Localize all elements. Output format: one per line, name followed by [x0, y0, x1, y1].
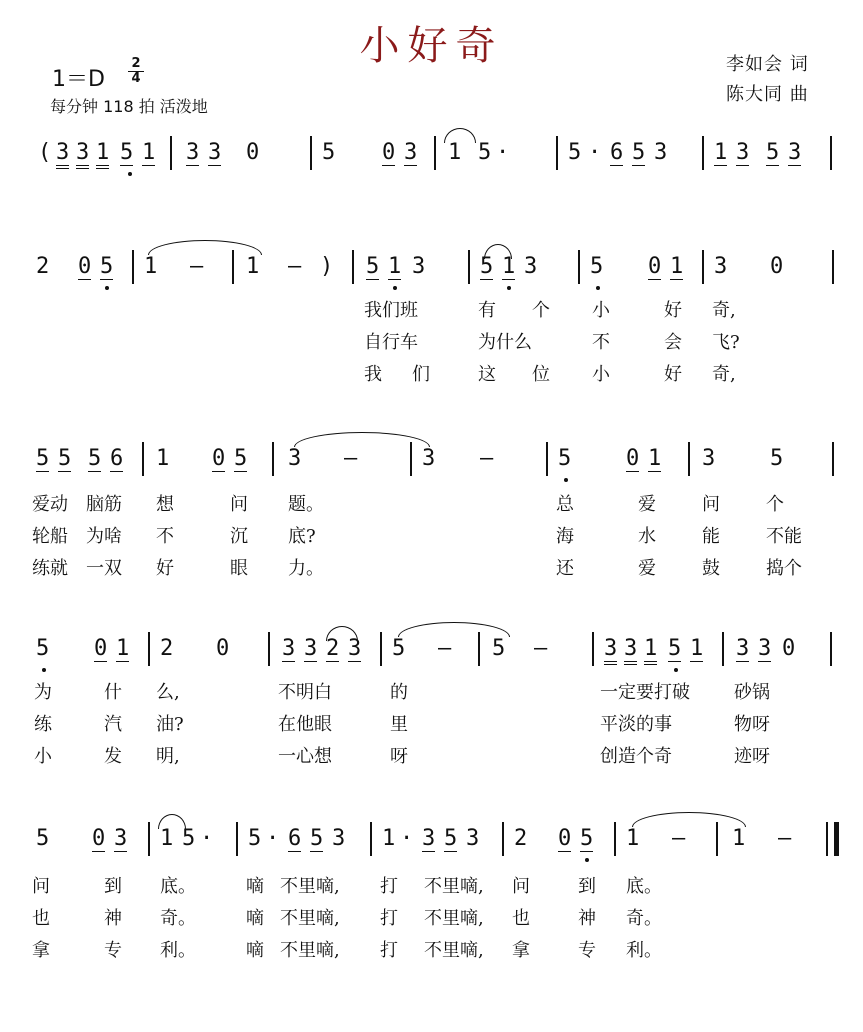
note: 3: [758, 636, 772, 661]
note: 1: [96, 140, 109, 169]
note: 1: [160, 826, 174, 851]
lyric: 好: [664, 300, 682, 321]
lyric: 力。: [288, 558, 324, 579]
lyric: 拿: [512, 940, 530, 961]
lyric: 嘀: [246, 876, 264, 897]
lyric: 眼: [230, 558, 248, 579]
tie: [398, 622, 510, 637]
barline: [502, 822, 504, 856]
barline: [434, 136, 436, 170]
note: ·: [588, 140, 602, 165]
lyric: 不: [592, 332, 610, 353]
lyric: 奇。: [160, 908, 196, 929]
barline: [236, 822, 238, 856]
note: 3: [422, 446, 436, 471]
note: –: [190, 254, 204, 279]
barline: [310, 136, 312, 170]
note: 6: [610, 140, 624, 165]
lyric: 练: [34, 714, 52, 735]
note: 1: [156, 446, 170, 471]
lyric: 小: [592, 300, 610, 321]
lyric: 底。: [160, 876, 196, 897]
tie: [632, 812, 746, 827]
note: 3: [422, 826, 436, 851]
note: 0: [92, 826, 106, 851]
note: 3: [788, 140, 802, 165]
note: –: [534, 636, 548, 661]
note: ·: [496, 140, 510, 165]
lyric: 油?: [156, 714, 184, 735]
lyric: 我: [364, 364, 382, 385]
lyric: 利。: [626, 940, 662, 961]
note: 1: [732, 826, 746, 851]
lyric: 脑筋: [86, 494, 122, 515]
barline: [614, 822, 616, 856]
time-signature: [128, 58, 144, 85]
lyric: 位: [532, 364, 550, 385]
lyric: 的: [390, 682, 408, 703]
lyric: 专: [578, 940, 596, 961]
note: 3: [714, 254, 728, 279]
barline: [370, 822, 372, 856]
lyric: 也: [512, 908, 530, 929]
lyric: 不里嘀,: [280, 940, 340, 961]
note: 1: [502, 254, 516, 279]
lyric: 水: [638, 526, 656, 547]
lyric: 迹呀: [734, 746, 770, 767]
low-octave-dot: [564, 478, 568, 482]
lyric: 想: [156, 494, 174, 515]
lyric: 不里嘀,: [280, 908, 340, 929]
barline: [232, 250, 234, 284]
lyric: 飞?: [712, 332, 740, 353]
final-barline: [834, 822, 839, 856]
lyric: 这: [478, 364, 496, 385]
note: 0: [782, 636, 796, 661]
barline: [722, 632, 724, 666]
note: 5: [88, 446, 102, 471]
note: 3: [702, 446, 716, 471]
lyric: 能: [702, 526, 720, 547]
note: 3: [282, 636, 296, 661]
note: 5: [36, 636, 50, 661]
note: 0: [78, 254, 92, 279]
lyric: 我们班: [364, 300, 418, 321]
note: 5: [248, 826, 262, 851]
note: 3: [404, 140, 418, 165]
barline: [142, 442, 144, 476]
lyric: 沉: [230, 526, 248, 547]
barline: [832, 442, 834, 476]
low-octave-dot: [596, 286, 600, 290]
lyric: 奇,: [712, 300, 736, 321]
lyric: 问: [702, 494, 720, 515]
lyric: 自行车: [364, 332, 418, 353]
note: 5: [766, 140, 780, 165]
lyric: 们: [412, 364, 430, 385]
lyric: 不: [156, 526, 174, 547]
note: 5: [366, 254, 380, 279]
lyric: 奇,: [712, 364, 736, 385]
note: –: [778, 826, 792, 851]
note: 1: [714, 140, 728, 165]
lyric: 发: [104, 746, 122, 767]
note: 3: [304, 636, 318, 661]
low-octave-dot: [128, 172, 132, 176]
lyric: 问: [512, 876, 530, 897]
note: 5: [590, 254, 604, 279]
lyric: 为啥: [86, 526, 122, 547]
note: 3: [412, 254, 426, 279]
note: 1: [388, 254, 402, 279]
low-octave-dot: [105, 286, 109, 290]
note: 5: [322, 140, 336, 165]
note: 3: [288, 446, 302, 471]
note: 0: [212, 446, 226, 471]
lyric: 个: [766, 494, 784, 515]
barline: [410, 442, 412, 476]
barline: [556, 136, 558, 170]
note: 5: [478, 140, 492, 165]
note: 5: [36, 446, 50, 471]
lyric: 不里嘀,: [424, 940, 484, 961]
note: 1: [144, 254, 158, 279]
note: 5: [58, 446, 72, 471]
note: 1: [246, 254, 260, 279]
lyric: 鼓: [702, 558, 720, 579]
score-line-5: [0, 826, 863, 862]
lyric: 一双: [86, 558, 122, 579]
barline: [478, 632, 480, 666]
note: 0: [382, 140, 396, 165]
note: 5: [234, 446, 248, 471]
lyric: 好: [664, 364, 682, 385]
lyric: 捣个: [766, 558, 802, 579]
note: 1: [382, 826, 396, 851]
lyric: 么,: [156, 682, 180, 703]
note: ·: [200, 826, 214, 851]
lyric: 好: [156, 558, 174, 579]
note: 5: [36, 826, 50, 851]
lyric: 海: [556, 526, 574, 547]
note: 3: [76, 140, 89, 169]
note: 5: [568, 140, 582, 165]
lyric: 一心想: [278, 746, 332, 767]
barline: [702, 136, 704, 170]
barline: [578, 250, 580, 284]
note: –: [672, 826, 686, 851]
lyric: 打: [380, 908, 398, 929]
note: ·: [266, 826, 280, 851]
low-octave-dot: [507, 286, 511, 290]
note: 1: [448, 140, 462, 165]
note: 2: [160, 636, 174, 661]
note: 3: [114, 826, 128, 851]
tie: [148, 240, 262, 255]
note: 3: [466, 826, 480, 851]
note: 5: [444, 826, 458, 851]
note: 2: [326, 636, 340, 661]
lyric: 题。: [288, 494, 324, 515]
barline: [380, 632, 382, 666]
score-line-1: [0, 140, 863, 176]
barline: [832, 250, 834, 284]
lyric: 底。: [626, 876, 662, 897]
note: 3: [524, 254, 538, 279]
low-octave-dot: [393, 286, 397, 290]
note: 2: [514, 826, 528, 851]
note: 0: [94, 636, 108, 661]
note: –: [480, 446, 494, 471]
note: 1: [644, 636, 657, 665]
note: 3: [56, 140, 69, 169]
low-octave-dot: [585, 858, 589, 862]
note: 1: [648, 446, 662, 471]
note: 5: [770, 446, 784, 471]
note: 3: [208, 140, 222, 165]
low-octave-dot: [674, 668, 678, 672]
key-signature: 1＝D: [52, 67, 105, 92]
lyric: 为: [34, 682, 52, 703]
note: 5: [120, 140, 134, 165]
lyric: 里: [390, 714, 408, 735]
note: 3: [332, 826, 346, 851]
note: 6: [288, 826, 302, 851]
lyric: 打: [380, 876, 398, 897]
note: 3: [736, 636, 750, 661]
note: 0: [648, 254, 662, 279]
note: 0: [558, 826, 572, 851]
barline: [688, 442, 690, 476]
lyric: 神: [578, 908, 596, 929]
barline: [592, 632, 594, 666]
barline: [830, 632, 832, 666]
lyric: 不明白: [278, 682, 332, 703]
lyric: 问: [230, 494, 248, 515]
note: 3: [348, 636, 362, 661]
lyric: 为什么: [478, 332, 532, 353]
lyric: 汽: [104, 714, 122, 735]
lyric: 总: [556, 494, 574, 515]
note: 5: [310, 826, 324, 851]
barline: [170, 136, 172, 170]
note: 3: [736, 140, 750, 165]
note: ·: [400, 826, 414, 851]
lyric: 底?: [288, 526, 316, 547]
lyric: 还: [556, 558, 574, 579]
note: 3: [186, 140, 200, 165]
barline: [716, 822, 718, 856]
lyric: 创造个奇: [600, 746, 672, 767]
note: 5: [558, 446, 572, 471]
note: 1: [690, 636, 704, 661]
lyric: 什: [104, 682, 122, 703]
lyric: 问: [32, 876, 50, 897]
lyric: 砂锅: [734, 682, 770, 703]
barline: [148, 632, 150, 666]
lyric: 轮船: [32, 526, 68, 547]
note: 5: [668, 636, 682, 661]
note: 1: [670, 254, 684, 279]
lyric: 到: [104, 876, 122, 897]
note: 5: [580, 826, 594, 851]
score-line-3: [0, 446, 863, 482]
lyric: 爱: [638, 494, 656, 515]
lyric: 在他眼: [278, 714, 332, 735]
lyric: 神: [104, 908, 122, 929]
lyric: 小: [34, 746, 52, 767]
note: 5: [492, 636, 506, 661]
lyric: 不能: [766, 526, 802, 547]
note: 5: [392, 636, 406, 661]
time-sig-top: 2: [131, 56, 141, 71]
low-octave-dot: [42, 668, 46, 672]
barline: [148, 822, 150, 856]
tempo-marking: 每分钟 118 拍 活泼地: [50, 97, 208, 116]
lyric: 爱动: [32, 494, 68, 515]
note: 1: [116, 636, 130, 661]
lyric: 呀: [390, 746, 408, 767]
note: 5: [182, 826, 196, 851]
lyric: 利。: [160, 940, 196, 961]
barline: [268, 632, 270, 666]
note: (: [38, 140, 52, 165]
note: 5: [480, 254, 494, 279]
note: 3: [604, 636, 617, 665]
note: 1: [142, 140, 156, 165]
barline: [352, 250, 354, 284]
lyric: 不里嘀,: [424, 876, 484, 897]
lyric: 会: [664, 332, 682, 353]
lyric: 小: [592, 364, 610, 385]
lyric: 打: [380, 940, 398, 961]
lyric: 明,: [156, 746, 180, 767]
note: ): [320, 254, 334, 279]
note: –: [438, 636, 452, 661]
note: –: [288, 254, 302, 279]
lyric: 嘀: [246, 940, 264, 961]
note: 0: [770, 254, 784, 279]
lyric: 专: [104, 940, 122, 961]
note: 5: [100, 254, 114, 279]
lyric: 有: [478, 300, 496, 321]
barline: [132, 250, 134, 284]
note: –: [344, 446, 358, 471]
barline: [272, 442, 274, 476]
composer-credit: 陈大同 曲: [726, 84, 809, 105]
lyric: 物呀: [734, 714, 770, 735]
score-line-2: [0, 254, 863, 290]
lyricist-credit: 李如会 词: [726, 54, 809, 75]
lyric: 奇。: [626, 908, 662, 929]
lyric: 不里嘀,: [424, 908, 484, 929]
note: 2: [36, 254, 50, 279]
song-title: 小好奇: [359, 23, 504, 69]
lyric: 到: [578, 876, 596, 897]
barline: [468, 250, 470, 284]
note: 3: [654, 140, 668, 165]
barline: [826, 822, 828, 856]
lyric: 嘀: [246, 908, 264, 929]
score-line-4: [0, 636, 863, 672]
note: 3: [624, 636, 637, 665]
lyric: 爱: [638, 558, 656, 579]
note: 0: [246, 140, 260, 165]
lyric: 也: [32, 908, 50, 929]
note: 5: [632, 140, 646, 165]
lyric: 一定要打破: [600, 682, 690, 703]
note: 6: [110, 446, 124, 471]
lyric: 拿: [32, 940, 50, 961]
barline: [546, 442, 548, 476]
note: 0: [216, 636, 230, 661]
lyric: 练就: [32, 558, 68, 579]
note: 1: [626, 826, 640, 851]
note: 0: [626, 446, 640, 471]
barline: [702, 250, 704, 284]
barline: [830, 136, 832, 170]
lyric: 不里嘀,: [280, 876, 340, 897]
lyric: 个: [532, 300, 550, 321]
lyric: 平淡的事: [600, 714, 672, 735]
time-sig-bottom: 4: [131, 71, 141, 86]
